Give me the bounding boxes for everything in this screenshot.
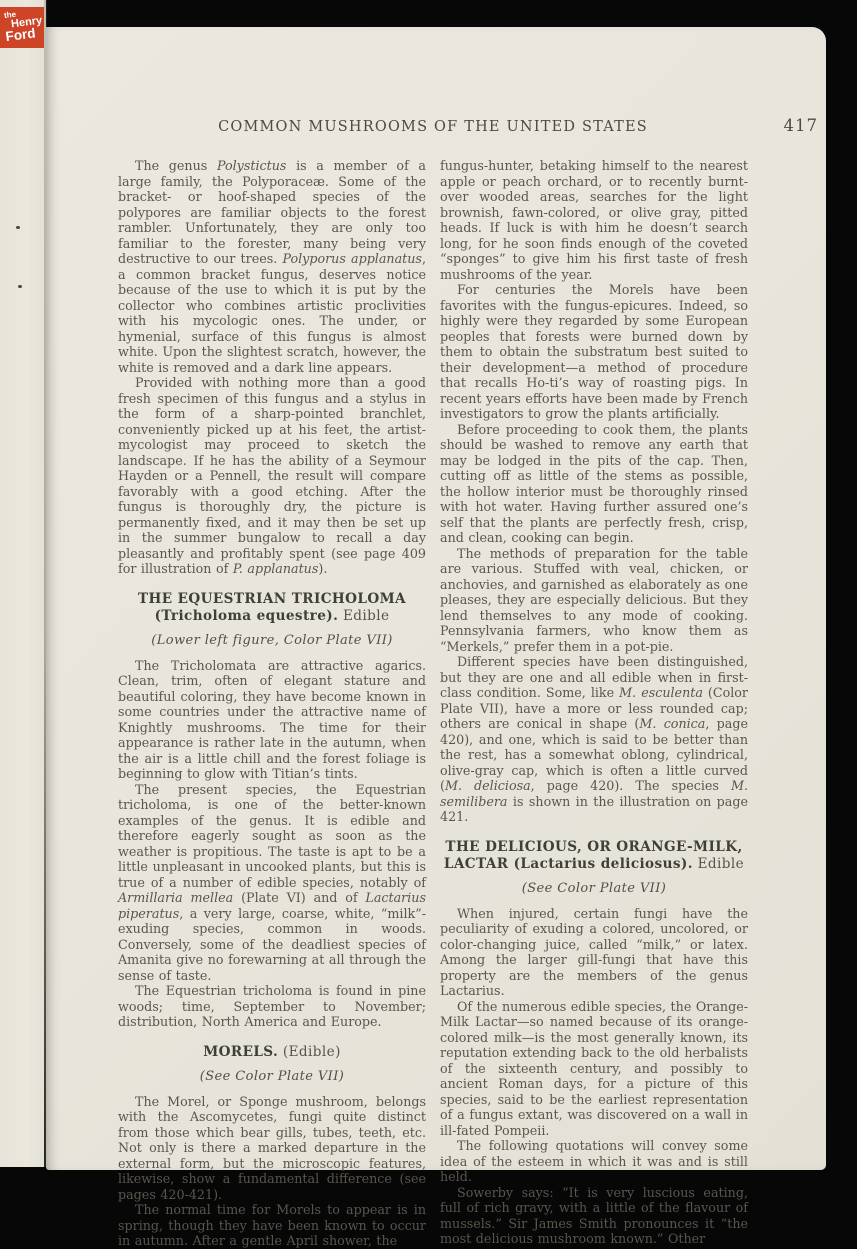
body-paragraph: Sowerby says: “It is very luscious eating, full of rich gravy, with a little of the flavour of mussels.” Sir James Smith pronounces it “the most delicious mushroom known.” Other (440, 1184, 748, 1246)
stitch-speck (18, 285, 22, 288)
body-paragraph: The following quotations will convey some idea of the esteem in which it was and is still held. (440, 1138, 748, 1184)
body-paragraph: The present species, the Equestrian tricholoma, is one of the better-known examples of the genus. It is edible and therefore eagerly sought as soon as the weather is propitious. The taste is apt to be a little unpleasant in uncooked plants, but this is true of a number of edible species, notably of Armillaria mellea (Plate VI) and of Lactarius piperatus, a very large, coarse, white, “milk”-exuding species, common in woods. Conversely, some of the deadliest species of Amanita give no forewarning at all through the sense of taste. (118, 781, 426, 983)
section-heading: MORELS. (Edible) (203, 1043, 341, 1060)
body-paragraph: The normal time for Morels to appear is in spring, though they have been known to occur in autumn. After a gentle April shower, the (118, 1202, 426, 1248)
logo-word-henry: Henry (10, 14, 43, 31)
stitch-speck (16, 226, 20, 229)
body-paragraph: Different species have been distinguished, but they are one and all edible when in first-class condition. Some, like M. esculenta (Color Plate VII), have a more or less rounded cap; others are conical in shape (M. conica, page 420), and one, which is said to be better than the rest, has a somewhat oblong, cylindrical, olive-gray cap, which is often a little curved (M. deliciosa, page 420). The species M. semilibera is shown in the illustration on page 421. (440, 654, 748, 824)
body-paragraph: When injured, certain fungi have the peculiarity of exuding a colored, uncolored, or color-changing juice, called “milk,” or latex. Among the larger gill-fungi that have this property are the members of the genus Lactarius. (440, 905, 748, 998)
body-paragraph: Before proceeding to cook them, the plants should be washed to remove any earth that may be lodged in the pits of the cap. Then, cutting off as little of the stems as possible, the hollow interior must be thoroughly rinsed with hot water. Having further assured one’s self that the plants are perfectly fresh, crisp, and clean, cooking can begin. (440, 421, 748, 545)
left-column (118, 158, 426, 1249)
body-paragraph: Provided with nothing more than a good fresh specimen of this fungus and a stylus in the form of a sharp-pointed branchlet, conveniently picked up at his feet, the artist-mycologist may proceed to sketch the landscape. If he has the ability of a Seymour Hayden or a Pennell, the result will compare favorably with a good etching. After the fungus is thoroughly dry, the picture is permanently fixed, and it may then be set up in the summer bungalow to recall a day pleasantly and profitably spent (see page 409 for illustration of P. applanatus). (118, 375, 426, 576)
plate-caption: (See Color Plate VII) (521, 880, 667, 896)
text-columns (46, 141, 826, 1249)
logo-word-ford: Ford (4, 25, 37, 45)
body-paragraph: fungus-hunter, betaking himself to the nearest apple or peach orchard, or to recently burnt-over wooded areas, searches for the light brownish, fawn-colored, or olive gray, pitted heads. If luck is with him he doesn’t search long, for he soon finds enough of the coveted “sponges” to give him his first taste of fresh mushrooms of the year. (440, 158, 748, 282)
body-paragraph: The Morel, or Sponge mushroom, belongs with the Ascomycetes, fungi quite distinct from those which bear gills, tubes, teeth, etc. Not only is there a marked departure in the external form, but the microscopic features, likewise, show a fundamental difference (see pages 420-421). (118, 1093, 426, 1202)
henry-ford-logo-text (2, 7, 44, 43)
plate-caption: (Lower left figure, Color Plate VII) (151, 632, 393, 648)
scanned-page (46, 27, 826, 1248)
page-number: 417 (783, 116, 818, 135)
body-paragraph: The methods of preparation for the table are various. Stuffed with veal, chicken, or anchovies, and garnished as elaborately as one pleases, they are especially delicious. But they lend themselves to any mode of cooking. Pennsylvania farmers, who know them as “Merkels,” prefer them in a pot-pie. (440, 545, 748, 654)
section-heading: THE EQUESTRIAN TRICHOLOMA (Tricholoma equestre). Edible (137, 590, 407, 624)
page-header (46, 116, 826, 141)
section-heading: THE DELICIOUS, OR ORANGE-MILK, LACTAR (Lactarius deliciosus). Edible (443, 838, 745, 872)
body-paragraph: The genus Polystictus is a member of a large family, the Polyporaceæ. Some of the bracket- or hoof-shaped species of the polypores are familiar objects to the forest rambler. Unfortunately, they are only too familiar to the forester, many being very destructive to our trees. Polyporus applanatus, a common bracket fungus, deserves notice because of the use to which it is put by the collector who combines artistic proclivities with his mycologic ones. The under, or hymenial, surface of this fungus is almost white. Upon the slightest scratch, however, the white is removed and a dark line appears. (118, 158, 426, 375)
henry-ford-logo (0, 7, 44, 48)
body-paragraph: Of the numerous edible species, the Orange-Milk Lactar—so named because of its orange-colored milk—is the most generally known, its reputation extending back to the old herbalists of the sixteenth century, and possibly to ancient Roman days, for a picture of this species, said to be the earliest representation of a fungus extant, was discovered on a wall in ill-fated Pompeii. (440, 998, 748, 1138)
body-paragraph: The Equestrian tricholoma is found in pine woods; time, September to November; distribution, North America and Europe. (118, 983, 426, 1029)
logo-word-the: the (3, 9, 17, 21)
body-paragraph: For centuries the Morels have been favorites with the fungus-epicures. Indeed, so highly were they regarded by some European peoples that forests were burned down by them to obtain the substratum best suited to their development—a method of procedure that recalls Ho-ti’s way of roasting pigs. In recent years efforts have been made by French investigators to grow the plants artificially. (440, 282, 748, 421)
plate-caption: (See Color Plate VII) (199, 1068, 345, 1084)
right-column (440, 158, 748, 1249)
body-paragraph: The Tricholomata are attractive agarics. Clean, trim, often of elegant stature and beautiful coloring, they have become known in some countries under the attractive name of Knightly mushrooms. The time for their appearance is rather late in the autumn, when the air is a little chill and the forest foliage is beginning to glow with Titian’s tints. (118, 657, 426, 781)
adjacent-page-edge (0, 0, 46, 1167)
running-head-title: COMMON MUSHROOMS OF THE UNITED STATES (218, 119, 648, 135)
